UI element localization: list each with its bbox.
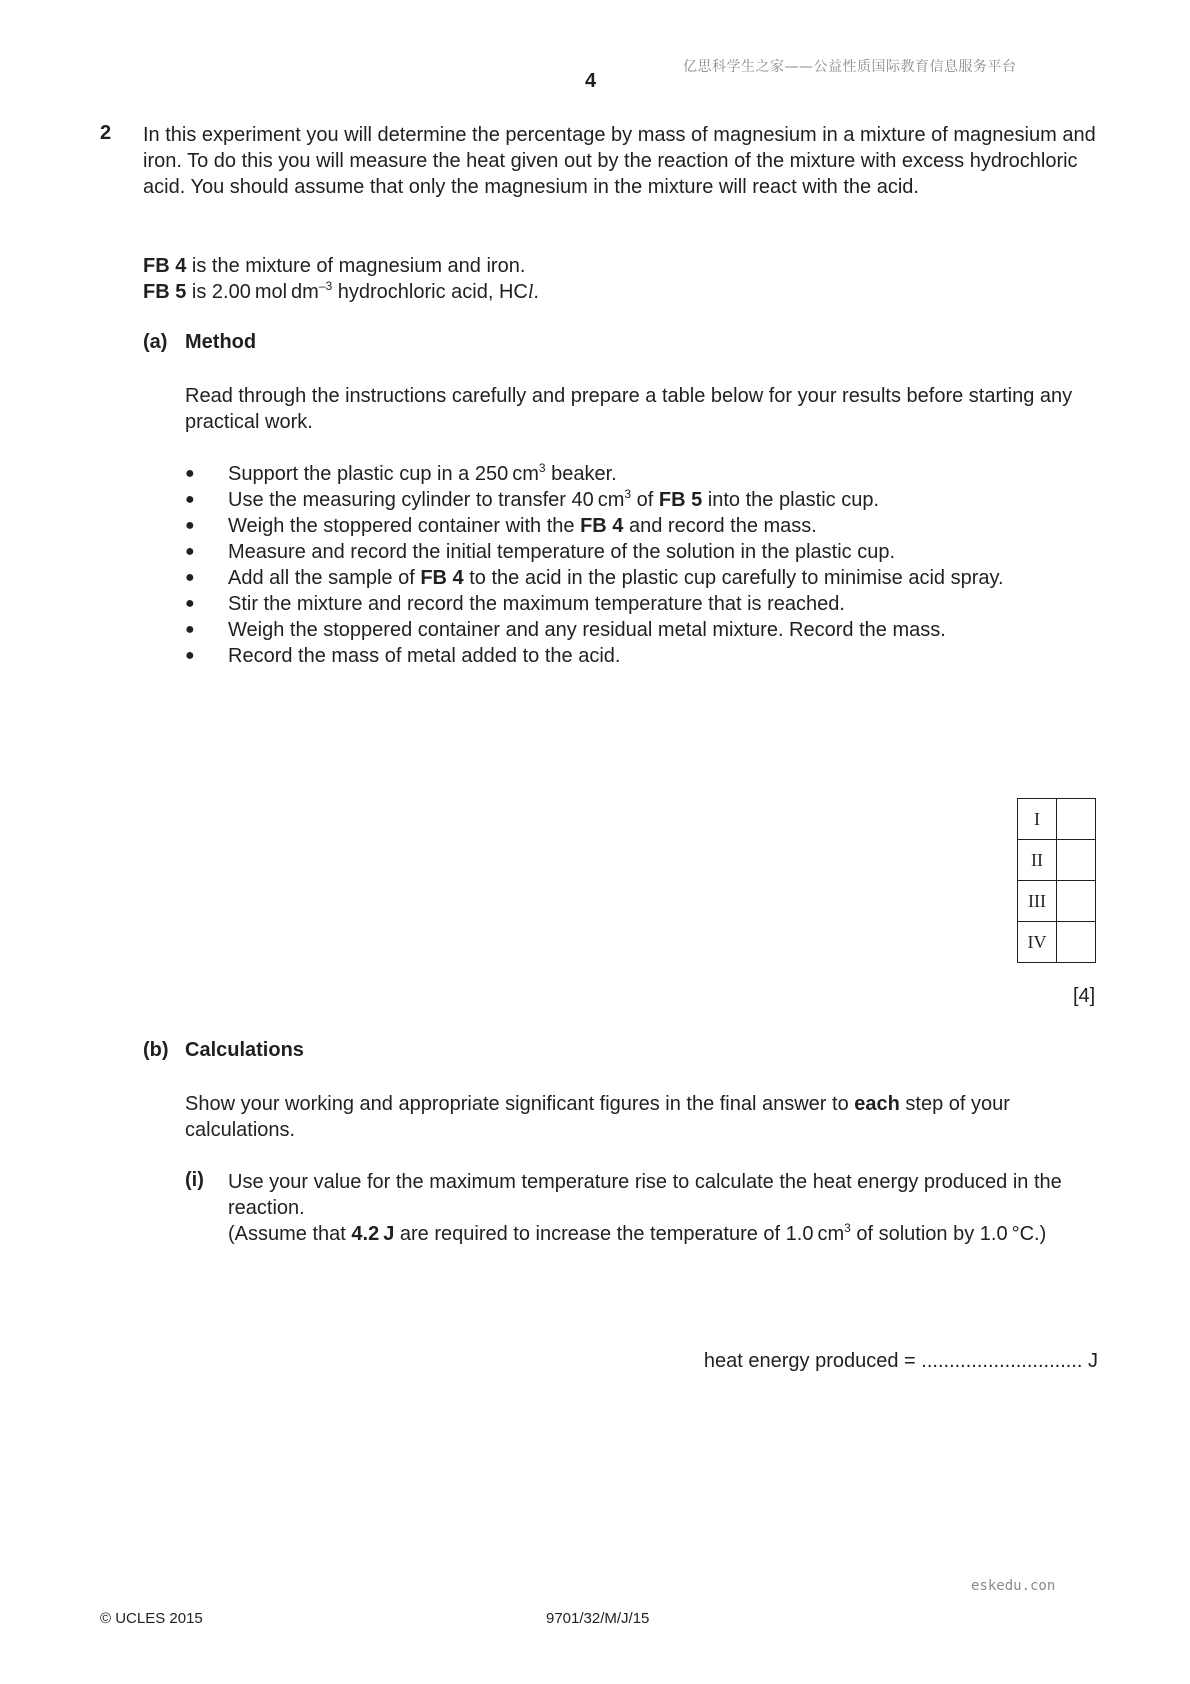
part-b-title: Calculations [185, 1039, 304, 1061]
fb5-superscript: –3 [318, 279, 333, 293]
sub-part-text: Use your value for the maximum temperature rise to calculate the heat energy produced in the reaction. (Assume that 4.2 J are required to increase the temperature of 1.0 $cm^3$ of solution by 1.0 °C.) [228, 1169, 1108, 1247]
fb5-label: FB 5 [143, 281, 187, 303]
mark-box [1057, 922, 1096, 963]
question-number: 2 [100, 122, 112, 144]
fb5-italic-l: l [527, 281, 534, 303]
method-step: ● Add all the sample of FB 4 to the acid in the plastic cup carefully to minimise acid spray. [185, 565, 1004, 591]
mark-row-label: II [1018, 840, 1057, 881]
sub-part-label: (i) [185, 1169, 204, 1191]
method-step: ● Stir the mixture and record the maximum temperature that is reached. [185, 591, 1004, 617]
mark-box [1057, 840, 1096, 881]
fb5-text: is 2.00 mol dm [186, 281, 319, 303]
mark-row-label: IV [1018, 922, 1057, 963]
page-number: 4 [585, 70, 597, 92]
part-b-label: (b) [143, 1039, 169, 1061]
method-steps [185, 461, 1004, 669]
method-step: ● Use the measuring cylinder to transfer 40 $cm^3$ of FB 5 into the plastic cup. [185, 487, 1004, 513]
fb4-label: FB 4 [143, 255, 187, 277]
part-a-title: Method [185, 331, 257, 353]
header-watermark: 亿思科学生之家——公益性质国际教育信息服务平台 [683, 59, 1017, 75]
method-step: ● Record the mass of metal added to the acid. [185, 643, 1004, 669]
part-a-label: (a) [143, 331, 168, 353]
fb5-text-b: hydrochloric acid, HC [332, 281, 528, 303]
fb4-text: is the mixture of magnesium and iron. [186, 255, 526, 277]
mark-row-label: I [1018, 799, 1057, 840]
reagent-fb4 [143, 253, 539, 279]
question-intro: In this experiment you will determine the percentage by mass of magnesium in a mixture of magnesium and iron. To do this you will measure the heat given out by the reaction of the mixture with excess hydrochloric acid. You should assume that only the magnesium in the mixture will react with the acid. [143, 124, 1096, 198]
reagent-list [143, 253, 539, 305]
part-a-marks: [4] [1073, 985, 1096, 1007]
method-step: ● Weigh the stoppered container with the FB 4 and record the mass. [185, 513, 1004, 539]
fb5-end: . [533, 281, 539, 303]
footer-watermark: eskedu.con [971, 1578, 1056, 1594]
mark-box [1057, 799, 1096, 840]
assumption-text: (Assume that 4.2 J are required to increase the temperature of 1.0 $cm^3$ of solution by 1.0 °C.) [228, 1221, 1047, 1245]
answer-line-heat-energy[interactable]: heat energy produced = ............................. J [703, 1350, 1098, 1372]
marking-grid [1017, 798, 1096, 963]
paper-code: 9701/32/M/J/15 [546, 1610, 650, 1627]
method-step: ● Measure and record the initial temperature of the solution in the plastic cup. [185, 539, 1004, 565]
mark-row-label: III [1018, 881, 1057, 922]
part-a-instruction: Read through the instructions carefully and prepare a table below for your results before starting any practical work. [185, 385, 1073, 433]
copyright: © UCLES 2015 [100, 1610, 203, 1627]
part-b-instruction: Show your working and appropriate significant figures in the final answer to each step of your calculations. [185, 1093, 1010, 1141]
method-step: ● Weigh the stoppered container and any residual metal mixture. Record the mass. [185, 617, 1004, 643]
reagent-fb5 [143, 279, 539, 305]
mark-box [1057, 881, 1096, 922]
method-step: ● Support the plastic cup in a 250 $cm^3$ beaker. [185, 461, 1004, 487]
